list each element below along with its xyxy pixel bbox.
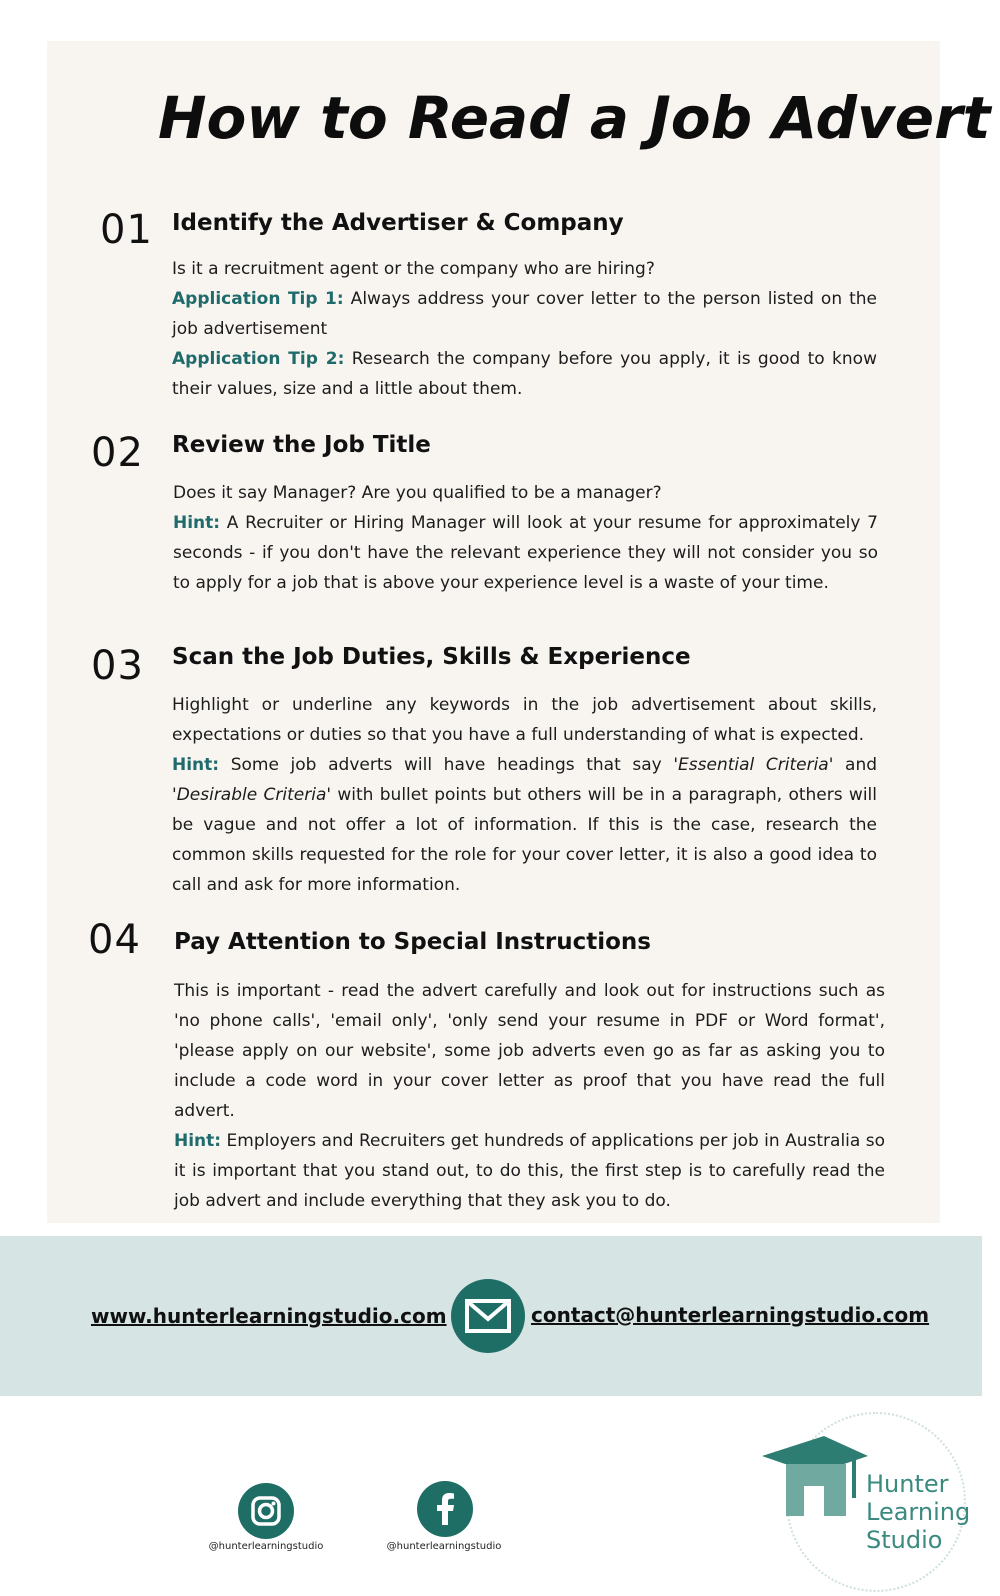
section-03-intro: Highlight or underline any keywords in the job advertisement about skills, expectations or duties so that you have a full understanding of what is expected.: [172, 695, 877, 745]
mail-icon-glyph: [451, 1279, 525, 1353]
logo-wordmark: [866, 1470, 970, 1554]
facebook-handle[interactable]: @hunterlearningstudio: [386, 1541, 502, 1552]
section-03-hint: [172, 750, 877, 900]
hint-label: Hint:: [174, 1131, 222, 1151]
facebook-icon[interactable]: [417, 1481, 473, 1537]
hint-text: Employers and Recruiters get hundreds of applications per job in Australia so it is important that you stand out, to do this, the first step is to carefully read the job advert and include everything that they ask you to do.: [174, 1131, 885, 1211]
section-01-tip2: [172, 344, 877, 404]
facebook-icon-glyph: [417, 1481, 473, 1537]
instagram-icon[interactable]: [238, 1483, 294, 1539]
section-04-hint: [174, 1126, 885, 1216]
hint-text-c: ' with bullet points but others will be in a paragraph, others will be vague and not offer a lot of information. If this is the case, research the common skills requested for the role for your cover letter, it is also a good idea to call and ask for more information.: [172, 785, 878, 895]
instagram-handle[interactable]: @hunterlearningstudio: [208, 1541, 324, 1552]
tip1-text: Always address your cover letter to the person listed on the job advertisement: [172, 289, 877, 339]
section-04-intro: This is important - read the advert carefully and look out for instructions such as 'no phone calls', 'email only', 'only send your resume in PDF or Word format', 'please apply on our website', some job adverts even go as far as asking you to include a code word in your cover letter as proof that you have read the full advert.: [174, 981, 885, 1121]
tip2-label: Application Tip 2:: [172, 349, 345, 369]
hint-essential-criteria: Essential Criteria: [678, 755, 829, 775]
section-02-intro: Does it say Manager? Are you qualified to be a manager?: [173, 483, 662, 503]
section-heading-02: Review the Job Title: [172, 432, 431, 458]
website-link[interactable]: www.hunterlearningstudio.com: [91, 1304, 447, 1328]
hint-label: Hint:: [173, 513, 221, 533]
section-body-03: [172, 690, 877, 900]
section-body-02: [173, 478, 878, 598]
logo-line-1: Hunter: [866, 1470, 949, 1498]
logo-line-3: Studio: [866, 1526, 943, 1554]
hint-text-b: ' and ': [172, 755, 878, 805]
page-title: How to Read a Job Advert: [158, 84, 991, 152]
graduation-cap-icon: [760, 1434, 870, 1546]
logo-line-2: Learning: [866, 1498, 971, 1526]
email-link[interactable]: contact@hunterlearningstudio.com: [531, 1303, 930, 1327]
section-number-01: 01: [100, 207, 153, 253]
section-01-tip1: [172, 284, 877, 344]
section-heading-03: Scan the Job Duties, Skills & Experience: [172, 644, 691, 670]
hint-desirable-criteria: Desirable Criteria: [176, 785, 327, 805]
section-heading-04: Pay Attention to Special Instructions: [174, 929, 651, 955]
mail-icon[interactable]: [451, 1279, 525, 1353]
tip2-text: Research the company before you apply, it is good to know their values, size and a little about them.: [172, 349, 877, 399]
section-number-03: 03: [91, 643, 144, 689]
section-01-intro: Is it a recruitment agent or the company who are hiring?: [172, 259, 655, 279]
section-body-01: [172, 254, 877, 404]
hint-text: A Recruiter or Hiring Manager will look at your resume for approximately 7 seconds - if you don't have the relevant experience they will not consider you so to apply for a job that is above your experience level is a waste of your time.: [173, 513, 878, 593]
hint-text-a: Some job adverts will have headings that say ': [219, 755, 679, 775]
section-02-hint: [173, 508, 878, 598]
tip1-label: Application Tip 1:: [172, 289, 344, 309]
section-number-02: 02: [91, 430, 144, 476]
section-number-04: 04: [88, 917, 141, 963]
instagram-icon-glyph: [238, 1483, 294, 1539]
section-body-04: [174, 976, 885, 1216]
section-heading-01: Identify the Advertiser & Company: [172, 210, 624, 236]
hint-label: Hint:: [172, 755, 220, 775]
